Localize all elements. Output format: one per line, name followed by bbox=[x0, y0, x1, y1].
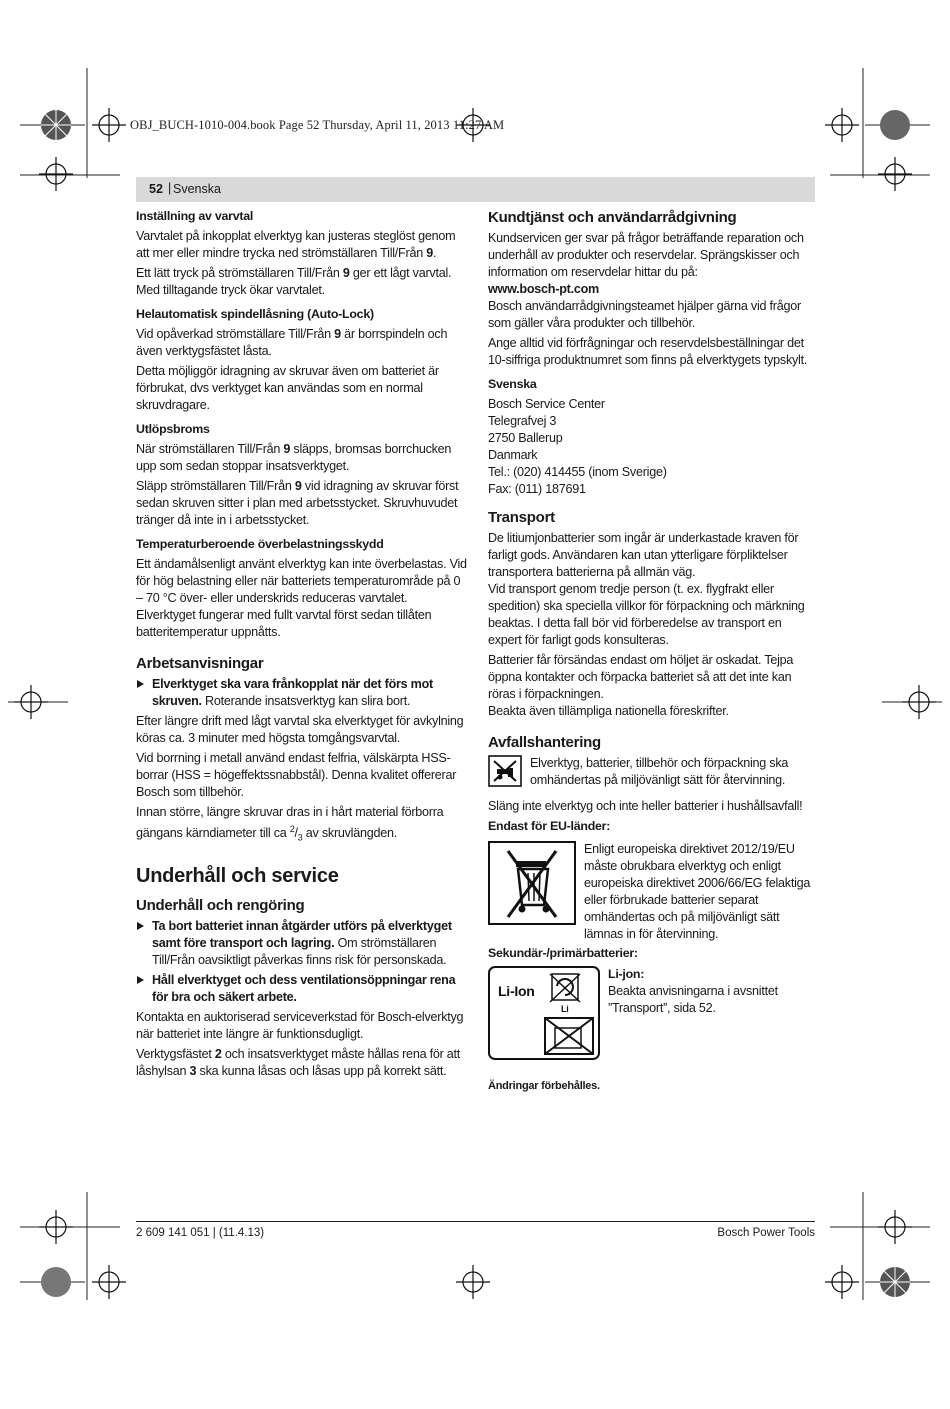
footer-doc-number: 2 609 141 051 | (11.4.13) bbox=[136, 1227, 265, 1239]
paragraph: Beakta även tillämpliga nationella föreskrifter. bbox=[488, 704, 729, 718]
page-header-band bbox=[136, 177, 815, 202]
paragraph: Vid opåverkad strömställare Till/Från 9 är borrspindeln och även verktygsfästet låsta. bbox=[136, 327, 448, 358]
weee-notice bbox=[488, 841, 818, 943]
section-heading: Kundtjänst och användarrådgivning bbox=[488, 209, 737, 226]
section-heading: Underhåll och rengöring bbox=[136, 896, 305, 914]
paragraph: Släpp strömställaren Till/Från 9 vid idragning av skruvar först sedan skruven sitter i plan med arbetsstycket. Skruvhuvudet tränger då inte in i arbetsstycket. bbox=[136, 479, 459, 527]
paragraph: Batterier får försändas endast om höljet är oskadat. Tejpa öppna kontakter och förpacka batteriet så att det inte kan röras i förpackningen. bbox=[488, 653, 794, 701]
header-separator: | bbox=[168, 181, 172, 195]
header-language: Svenska bbox=[173, 182, 221, 196]
warning-bullet: Håll elverktyget och dess ventilationsöppningar rena för bra och säkert arbete. bbox=[136, 972, 468, 1006]
triangle-bullet-icon bbox=[137, 922, 144, 930]
crossed-bin-icon bbox=[488, 841, 576, 925]
warning-bullet: Elverktyget ska vara frånkopplat när det förs mot skruven. Roterande insatsverktyg kan slira bort. bbox=[136, 676, 468, 710]
paragraph: Verktygsfästet 2 och insatsverktyget måste hållas rena för att låshylsan 3 ska kunna låsas och låsas upp på korrekt sätt. bbox=[136, 1046, 461, 1078]
paragraph: Släng inte elverktyg och inte heller batterier i hushållsavfall! bbox=[488, 799, 803, 813]
section-heading: Arbetsanvisningar bbox=[136, 655, 264, 672]
section-heading: Sekundär-/primärbatterier: bbox=[488, 946, 638, 960]
paragraph: Ett lätt tryck på strömställaren Till/Från 9 ger ett lågt varvtal. Med tilltagande tryck ökar varvtalet. bbox=[136, 266, 452, 297]
paragraph: Kontakta en auktoriserad serviceverkstad för Bosch-elverktyg när batteriet inte längre är funktionsdugligt. bbox=[136, 1009, 464, 1041]
paragraph: När strömställaren Till/Från 9 släpps, bromsas borrchucken upp som sedan stoppar insatsverktyget. bbox=[136, 442, 452, 473]
paragraph: Varvtalet på inkopplat elverktyg kan justeras steglöst genom att mer eller mindre trycka ned strömställaren Till/Från 9. bbox=[136, 229, 456, 260]
section-heading: Avfallshantering bbox=[488, 734, 601, 751]
paragraph: Bosch användarrådgivningsteamet hjälper gärna vid frågor som gäller våra produkter och tillbehör. bbox=[488, 299, 801, 330]
section-heading: Svenska bbox=[488, 377, 537, 391]
triangle-bullet-icon bbox=[137, 680, 144, 688]
paragraph: Efter längre drift med lågt varvtal ska elverktyget för avkylning köras ca. 3 minuter med högsta tomgångsvarvtal. bbox=[136, 714, 464, 745]
address-line: 2750 Ballerup bbox=[488, 431, 563, 445]
book-header: OBJ_BUCH-1010-004.book Page 52 Thursday, April 11, 2013 11:27 AM bbox=[130, 118, 505, 132]
address-line: Fax: (011) 187691 bbox=[488, 482, 586, 496]
li-ion-battery-icon bbox=[488, 966, 600, 1060]
section-heading: Temperaturberoende överbelastningsskydd bbox=[136, 537, 384, 551]
paragraph: Ange alltid vid förfrågningar och reservdelsbeställningar det 10-siffriga produktnumret som finns på elverktygets typskylt. bbox=[488, 336, 808, 367]
paragraph: De litiumjonbatterier som ingår är underkastade kraven för farligt gods. Användaren kan utan ytterligare förpliktelser transportera batterierna på allmän väg. bbox=[488, 531, 799, 579]
address-line: Tel.: (020) 414455 (inom Sverige) bbox=[488, 465, 667, 479]
paragraph: Beakta anvisningarna i avsnittet ”Transport”, sida 52. bbox=[608, 984, 778, 1015]
li-ion-label: Li-jon: bbox=[608, 967, 645, 981]
section-heading: Inställning av varvtal bbox=[136, 209, 254, 223]
triangle-bullet-icon bbox=[137, 976, 144, 984]
page-number: 52 bbox=[149, 182, 163, 196]
li-ion-icon-label: Li-Ion bbox=[498, 983, 535, 999]
battery-notice bbox=[488, 966, 818, 1060]
section-heading: Utlöpsbroms bbox=[136, 422, 210, 436]
paragraph: Ett ändamålsenligt använt elverktyg kan inte överbelastas. Vid för hög belastning eller när batteriets temperaturområde på 0 – 70 °C över- eller underskrids reduceras varvtalet. Elverktyget fungerar med fullt varvtal först sedan tillåten batteritemperatur uppnåtts. bbox=[136, 557, 467, 639]
address-line: Danmark bbox=[488, 448, 538, 462]
footer-rule bbox=[136, 1221, 815, 1222]
address-line: Telegrafvej 3 bbox=[488, 414, 557, 428]
paragraph: Vid borrning i metall använd endast felfria, välskärpta HSS-borrar (HSS = högeffektssnabbstål). Denna kvalitet offererar Bosch som tillbehör. bbox=[136, 751, 457, 799]
section-heading: Endast för EU-länder: bbox=[488, 819, 611, 833]
chapter-heading: Underhåll och service bbox=[136, 864, 339, 887]
right-column bbox=[488, 208, 818, 1095]
paragraph: Kundservicen ger svar på frågor beträffande reparation och underhåll av produkter och reservdelar. Sprängskisser och information om reservdelar hittar du på: bbox=[488, 231, 804, 279]
address-line: Bosch Service Center bbox=[488, 397, 605, 411]
website-link[interactable]: www.bosch-pt.com bbox=[488, 282, 599, 296]
recycle-notice bbox=[488, 755, 818, 789]
paragraph: Enligt europeiska direktivet 2012/19/EU måste obrukbara elverktyg och enligt europeiska direktivet 2006/66/EG felaktiga eller förbrukade batterier separat omhändertas och på miljövänligt sätt lämnas in för återvinning. bbox=[584, 842, 811, 941]
left-column bbox=[136, 208, 468, 1083]
section-heading: Helautomatisk spindellåsning (Auto-Lock) bbox=[136, 307, 374, 321]
li-icon-label: Li bbox=[561, 1004, 569, 1014]
service-address bbox=[488, 396, 818, 498]
warning-bullet: Ta bort batteriet innan åtgärder utförs på elverktyget samt före transport och lagring. Om strömställaren Till/Från oavsiktligt påverkas finns risk för personskada. bbox=[136, 918, 468, 969]
li-ion-text bbox=[608, 966, 818, 1060]
paragraph: Detta möjliggör idragning av skruvar även om batteriet är förbrukat, dvs verktyget kan användas som en normal skruvdragare. bbox=[136, 364, 439, 412]
change-note: Ändringar förbehålles. bbox=[488, 1080, 600, 1092]
footer-brand: Bosch Power Tools bbox=[717, 1227, 815, 1239]
paragraph: Vid transport genom tredje person (t. ex. flygfrakt eller spedition) ska speciella villkor för förpackning och märkning beaktas. I detta fall bör vid förberedelse av transport en expert för farligt gods konsulteras. bbox=[488, 582, 805, 647]
crossed-tools-icon bbox=[488, 755, 522, 787]
paragraph: Elverktyg, batterier, tillbehör och förpackning ska omhändertas på miljövänligt sätt för återvinning. bbox=[530, 756, 789, 787]
section-heading: Transport bbox=[488, 509, 555, 526]
paragraph: Innan större, längre skruvar dras in i hårt material förborra gängans kärndiameter till ca $^2/_3$ av skruvlängden. bbox=[136, 805, 444, 843]
